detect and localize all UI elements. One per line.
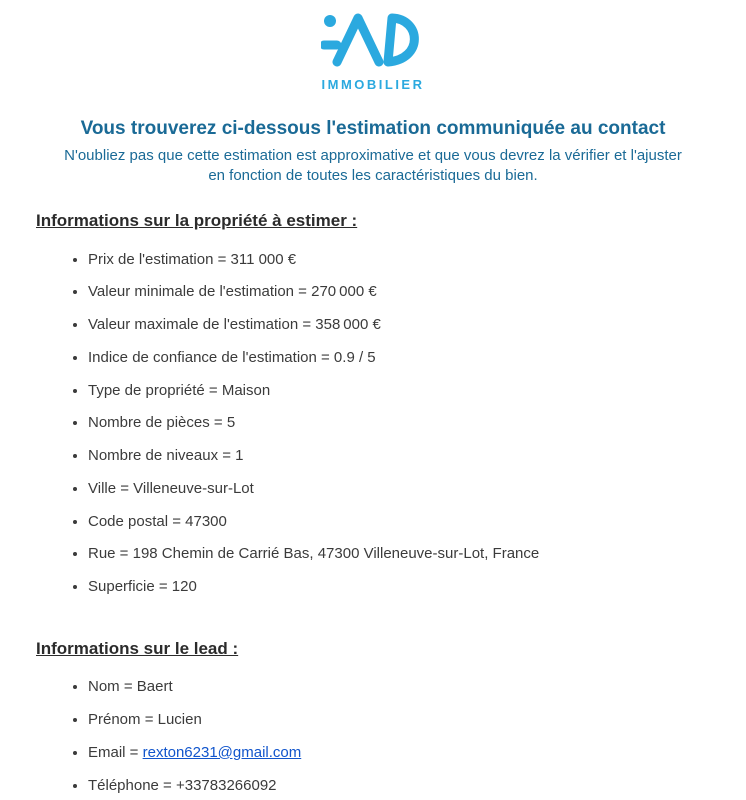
- list-item: • Indice de confiance de l'estimation = 0.9 / 5: [88, 349, 746, 368]
- list-item: • Ville = Villeneuve-sur-Lot: [88, 480, 746, 499]
- list-item: • Rue = 198 Chemin de Carrié Bas, 47300 Villeneuve-sur-Lot, France: [88, 545, 746, 564]
- page-subtitle: N'oubliez pas que cette estimation est approximative et que vous devrez la vérifier et l'ajuster en fonction de toutes les caractéristiques du bien.: [64, 146, 682, 185]
- list-item: • Code postal = 47300: [88, 513, 746, 532]
- lead-section-heading: Informations sur le lead :: [36, 638, 239, 658]
- page-title: Vous trouverez ci-dessous l'estimation communiquée au contact: [80, 118, 666, 139]
- iad-logo-icon: [321, 10, 425, 73]
- list-item: • Valeur minimale de l'estimation = 270 000 €: [88, 283, 746, 302]
- list-item: • Email = rexton6231@gmail.com: [88, 744, 746, 763]
- list-item: • Prix de l'estimation = 311 000 €: [88, 251, 746, 270]
- list-item: • Téléphone = +33783266092: [88, 777, 746, 796]
- list-item: • Superficie = 120: [88, 578, 746, 597]
- list-item: • Nombre de pièces = 5: [88, 414, 746, 433]
- list-item: • Nom = Baert: [88, 678, 746, 697]
- list-item: • Type de propriété = Maison: [88, 382, 746, 401]
- iad-logo-wordmark: IMMOBILIER: [321, 77, 425, 92]
- property-info-list: [0, 251, 746, 597]
- list-item: • Nombre de niveaux = 1: [88, 447, 746, 466]
- lead-info-list: [0, 678, 746, 795]
- iad-logo: [0, 0, 746, 92]
- list-item: • Prénom = Lucien: [88, 711, 746, 730]
- property-section-heading: Informations sur la propriété à estimer :: [36, 211, 358, 231]
- list-item: • Valeur maximale de l'estimation = 358 000 €: [88, 316, 746, 335]
- email-link[interactable]: rexton6231@gmail.com: [142, 743, 302, 761]
